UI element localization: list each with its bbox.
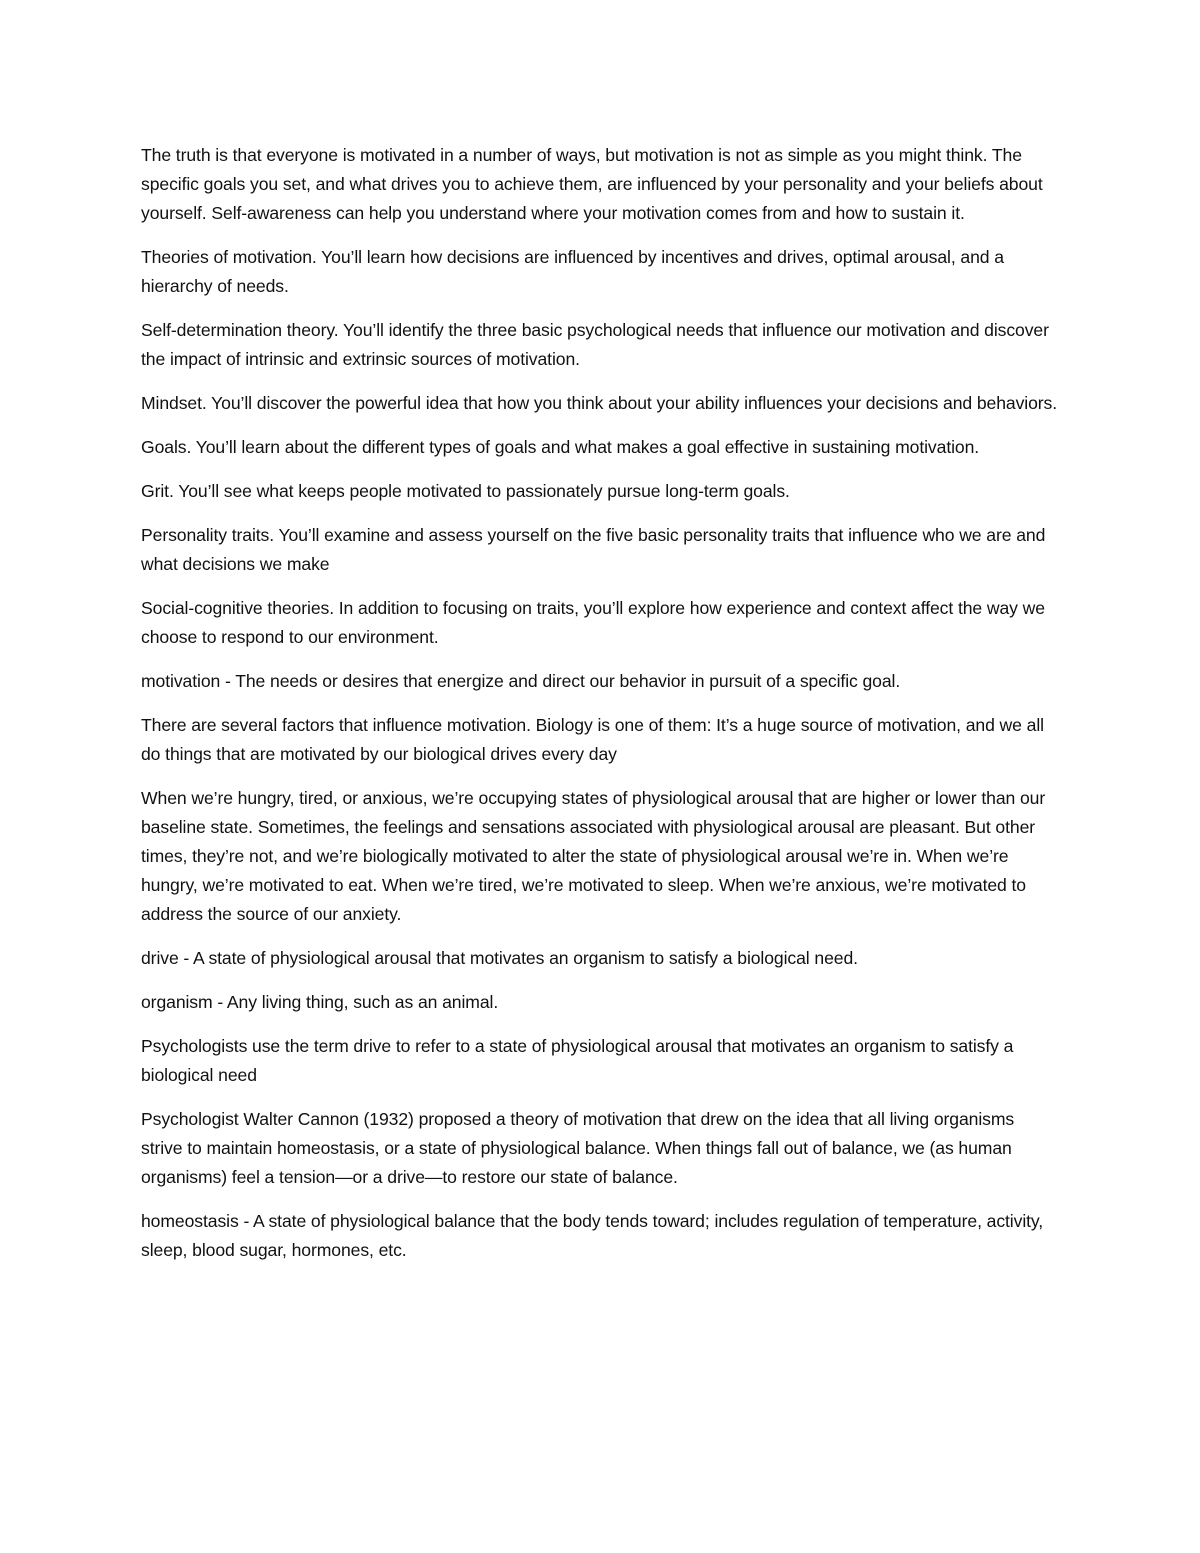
paragraph-physiological-arousal: When we’re hungry, tired, or anxious, we’re occupying states of physiological arousal that are higher or lower than our baseline state. Sometimes, the feelings and sensations associated with physiological arousal are pleasant. But other times, they’re not, and we’re biologically motivated to alter the state of physiological arousal we’re in. When we’re hungry, we’re motivated to eat. When we’re tired, we’re motivated to sleep. When we’re anxious, we’re motivated to address the source of our anxiety. — [141, 788, 1046, 924]
paragraph-walter-cannon: Psychologist Walter Cannon (1932) proposed a theory of motivation that drew on the idea that all living organisms strive to maintain homeostasis, or a state of physiological balance. When things fall out of balance, we (as human organisms) feel a tension—or a drive—to restore our state of balance. — [141, 1109, 1015, 1187]
paragraph-psychologists-drive: Psychologists use the term drive to refer to a state of physiological arousal that motivates an organism to satisfy a biological need — [141, 1036, 1014, 1085]
paragraph-grit: Grit. You’ll see what keeps people motivated to passionately pursue long-term goals. — [141, 481, 790, 501]
paragraph-motivation-definition: motivation - The needs or desires that energize and direct our behavior in pursuit of a specific goal. — [141, 671, 901, 691]
paragraph-social-cognitive-theories: Social-cognitive theories. In addition to focusing on traits, you’ll explore how experience and context affect the way we choose to respond to our environment. — [141, 598, 1045, 647]
document-body — [141, 141, 1059, 1280]
paragraph-organism-definition: organism - Any living thing, such as an animal. — [141, 992, 499, 1012]
paragraph-mindset: Mindset. You’ll discover the powerful idea that how you think about your ability influences your decisions and behaviors. — [141, 393, 1058, 413]
paragraph-drive-definition: drive - A state of physiological arousal that motivates an organism to satisfy a biological need. — [141, 948, 858, 968]
paragraph-intro: The truth is that everyone is motivated in a number of ways, but motivation is not as simple as you might think. The specific goals you set, and what drives you to achieve them, are influenced by your personality and your beliefs about yourself. Self-awareness can help you understand where your motivation comes from and how to sustain it. — [141, 145, 1043, 223]
paragraph-self-determination-theory: Self-determination theory. You’ll identify the three basic psychological needs that influence our motivation and discover the impact of intrinsic and extrinsic sources of motivation. — [141, 320, 1049, 369]
paragraph-personality-traits: Personality traits. You’ll examine and assess yourself on the five basic personality traits that influence who we are and what decisions we make — [141, 525, 1046, 574]
paragraph-homeostasis-definition: homeostasis - A state of physiological balance that the body tends toward; includes regulation of temperature, activity, sleep, blood sugar, hormones, etc. — [141, 1211, 1044, 1260]
paragraph-factors-biology: There are several factors that influence motivation. Biology is one of them: It’s a huge source of motivation, and we all do things that are motivated by our biological drives every day — [141, 715, 1044, 764]
paragraph-theories-of-motivation: Theories of motivation. You’ll learn how decisions are influenced by incentives and drives, optimal arousal, and a hierarchy of needs. — [141, 247, 1004, 296]
paragraph-goals: Goals. You’ll learn about the different types of goals and what makes a goal effective in sustaining motivation. — [141, 437, 980, 457]
